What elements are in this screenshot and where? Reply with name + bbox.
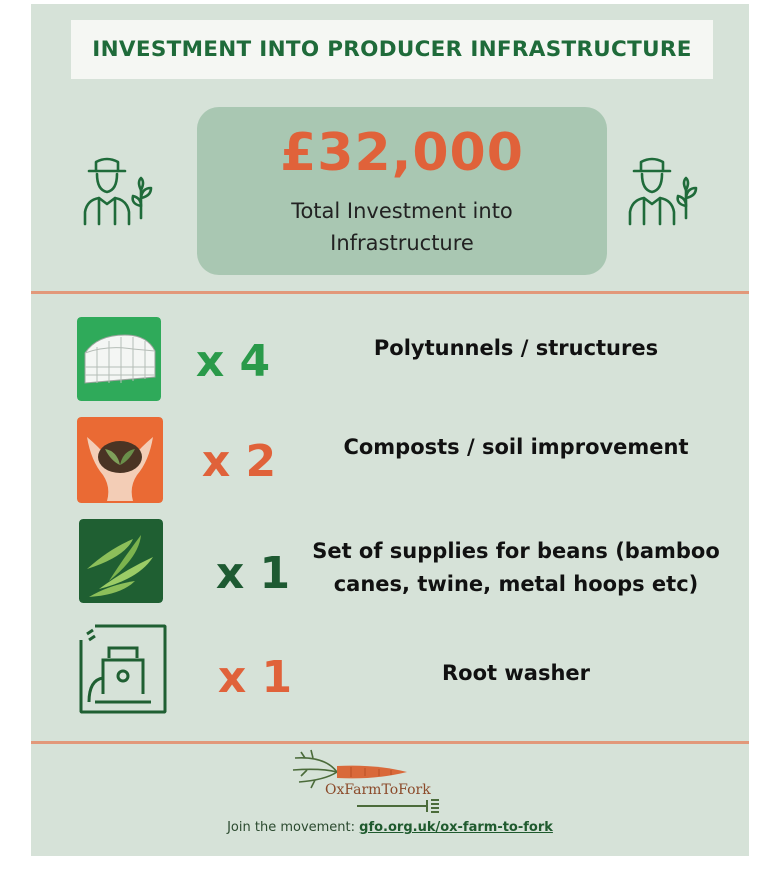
oxfarmtofork-logo — [285, 746, 445, 816]
soil-hands-icon — [77, 417, 163, 503]
section-divider — [31, 291, 749, 294]
quantity-polytunnels: x 4 — [195, 336, 271, 387]
infographic-panel — [31, 4, 749, 856]
greenhouse-icon — [77, 317, 161, 401]
page-title: INVESTMENT INTO PRODUCER INFRASTRUCTURE — [92, 37, 692, 62]
description-polytunnels: Polytunnels / structures — [373, 336, 659, 360]
footer-link[interactable]: gfo.org.uk/ox-farm-to-fork — [359, 820, 553, 835]
description-bean-supplies: Set of supplies for beans (bamboo canes, twine, metal hoops etc) — [312, 539, 720, 596]
footer-prefix: Join the movement: — [227, 820, 360, 835]
quantity-bean-supplies: x 1 — [215, 548, 291, 599]
quantity-composts: x 2 — [201, 436, 277, 487]
footer — [31, 820, 749, 835]
total-amount: £32,000 — [280, 123, 524, 183]
total-investment-card — [197, 107, 607, 275]
quantity-root-washer: x 1 — [217, 652, 293, 703]
farmer-icon — [624, 154, 704, 232]
beans-icon — [79, 519, 163, 603]
root-washer-icon — [79, 624, 167, 714]
logo-wordmark: OxFarmToFork — [325, 782, 431, 798]
total-amount-label: Total Investment into Infrastructure — [291, 199, 513, 255]
farmer-icon — [79, 154, 159, 232]
description-composts: Composts / soil improvement — [343, 435, 689, 459]
description-root-washer: Root washer — [442, 661, 590, 685]
section-divider — [31, 741, 749, 744]
title-banner — [71, 20, 713, 79]
